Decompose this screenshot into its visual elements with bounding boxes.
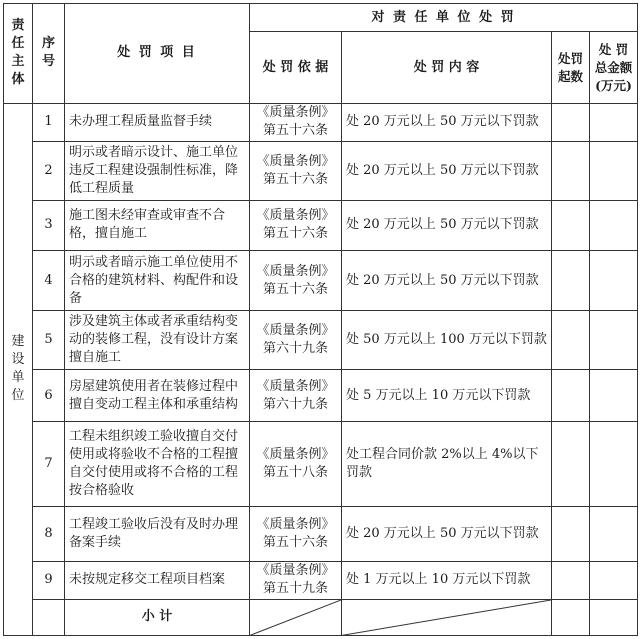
- header-subject: 责任主体: [4, 4, 33, 104]
- header-seq: 序号: [33, 4, 65, 104]
- row-start-count: [552, 506, 590, 561]
- row-basis: 《质量条例》第五十八条: [250, 422, 342, 507]
- subtotal-start-count: [552, 599, 590, 635]
- row-item: 工程竣工验收后没有及时办理备案手续: [65, 506, 250, 561]
- row-start-count: [552, 562, 590, 599]
- row-start-count: [552, 311, 590, 369]
- row-item: 未按规定移交工程项目档案: [65, 562, 250, 599]
- row-content: 处 20 万元以上 50 万元以下罚款: [342, 200, 552, 250]
- row-start-count: [552, 250, 590, 310]
- row-basis: 《质量条例》第六十九条: [250, 369, 342, 421]
- penalty-table: [3, 3, 638, 636]
- row-number: 1: [33, 103, 65, 141]
- subtotal-label: 小 计: [65, 599, 250, 635]
- row-content: 处 20 万元以上 50 万元以下罚款: [342, 103, 552, 141]
- row-number: 9: [33, 562, 65, 599]
- row-total-amount: [590, 562, 638, 599]
- header-total-amount: 处 罚 总金额 (万元): [590, 32, 638, 104]
- row-total-amount: [590, 422, 638, 507]
- table-row: [4, 103, 638, 141]
- row-number: 6: [33, 369, 65, 421]
- row-total-amount: [590, 200, 638, 250]
- row-start-count: [552, 422, 590, 507]
- diagonal-line: [250, 600, 341, 635]
- table-row: [4, 562, 638, 599]
- table-row: [4, 506, 638, 561]
- row-content: 处工程合同价款 2%以上 4%以下罚款: [342, 422, 552, 507]
- subtotal-number-cell: [33, 599, 65, 635]
- header-row-1: [4, 4, 638, 32]
- row-content: 处 50 万元以上 100 万元以下罚款: [342, 311, 552, 369]
- row-total-amount: [590, 103, 638, 141]
- row-total-amount: [590, 506, 638, 561]
- row-basis: 《质量条例》第五十九条: [250, 562, 342, 599]
- header-basis: 处 罚 依 据: [250, 32, 342, 104]
- row-content: 处 20 万元以上 50 万元以下罚款: [342, 506, 552, 561]
- row-number: 3: [33, 200, 65, 250]
- row-content: 处 1 万元以上 10 万元以下罚款: [342, 562, 552, 599]
- subtotal-row: [4, 599, 638, 635]
- row-number: 7: [33, 422, 65, 507]
- row-start-count: [552, 200, 590, 250]
- table-row: [4, 200, 638, 250]
- row-number: 4: [33, 250, 65, 310]
- row-number: 2: [33, 142, 65, 200]
- subject-cell: 建设单位: [4, 103, 33, 635]
- table-row: [4, 311, 638, 369]
- row-item: 施工图未经审查或审查不合格，擅自施工: [65, 200, 250, 250]
- header-group: 对 责 任 单 位 处 罚: [250, 4, 638, 32]
- table-row: [4, 422, 638, 507]
- subtotal-basis-diagonal: [250, 599, 342, 635]
- row-item: 明示或者暗示施工单位使用不合格的建筑材料、构配件和设备: [65, 250, 250, 310]
- subtotal-total-amount: [590, 599, 638, 635]
- subtotal-content-diagonal: [342, 599, 552, 635]
- row-number: 8: [33, 506, 65, 561]
- row-basis: 《质量条例》第五十六条: [250, 506, 342, 561]
- row-basis: 《质量条例》第五十六条: [250, 103, 342, 141]
- table-row: [4, 250, 638, 310]
- table-row: [4, 142, 638, 200]
- row-content: 处 5 万元以上 10 万元以下罚款: [342, 369, 552, 421]
- row-total-amount: [590, 369, 638, 421]
- row-basis: 《质量条例》第五十六条: [250, 250, 342, 310]
- row-start-count: [552, 103, 590, 141]
- row-item: 未办理工程质量监督手续: [65, 103, 250, 141]
- row-basis: 《质量条例》第五十六条: [250, 200, 342, 250]
- row-item: 涉及建筑主体或者承重结构变动的装修工程，没有设计方案擅自施工: [65, 311, 250, 369]
- header-item: 处 罚 项 目: [65, 4, 250, 104]
- row-item: 工程未组织竣工验收擅自交付使用或将验收不合格的工程擅自交付使用或将不合格的工程按合格验收: [65, 422, 250, 507]
- header-content: 处 罚 内 容: [342, 32, 552, 104]
- row-start-count: [552, 369, 590, 421]
- row-total-amount: [590, 142, 638, 200]
- row-basis: 《质量条例》第六十九条: [250, 311, 342, 369]
- row-item: 明示或者暗示设计、施工单位违反工程建设强制性标准，降低工程质量: [65, 142, 250, 200]
- row-item: 房屋建筑使用者在装修过程中擅自变动工程主体和承重结构: [65, 369, 250, 421]
- table-row: [4, 369, 638, 421]
- row-total-amount: [590, 311, 638, 369]
- row-total-amount: [590, 250, 638, 310]
- row-content: 处 20 万元以上 50 万元以下罚款: [342, 142, 552, 200]
- row-number: 5: [33, 311, 65, 369]
- row-start-count: [552, 142, 590, 200]
- row-basis: 《质量条例》第五十六条: [250, 142, 342, 200]
- header-start-count: 处罚起数: [552, 32, 590, 104]
- row-content: 处 20 万元以上 50 万元以下罚款: [342, 250, 552, 310]
- diagonal-line: [342, 600, 551, 635]
